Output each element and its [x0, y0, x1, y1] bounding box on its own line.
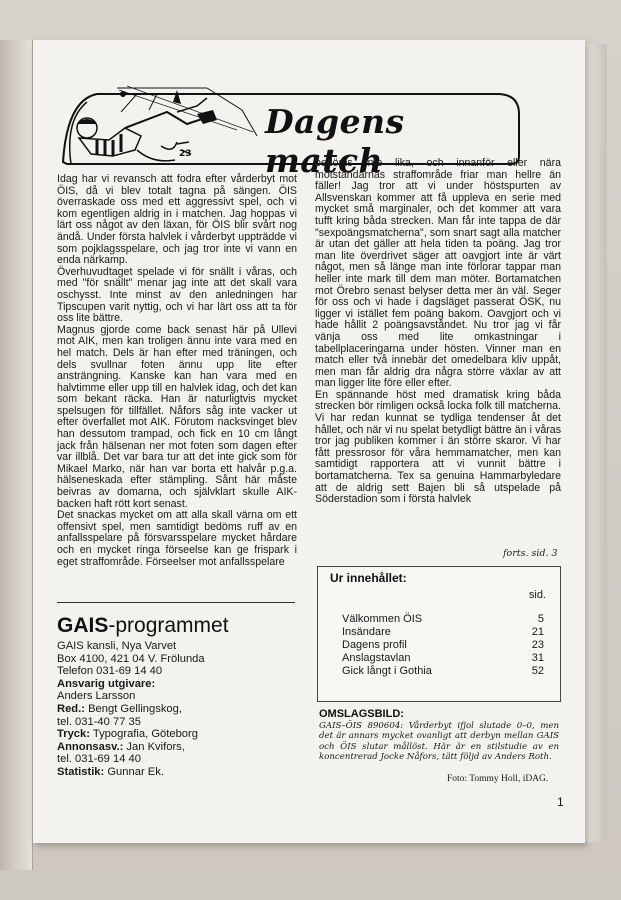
- article-paragraph: bedöms inte lika, och innanför eller nära motståndarnas straffområde friar man hellre än fäller! Jag tror att vi under höstspurten av Allsvenskan kommer att få uppleva en serie med mycket små marginaler, och det kommer att vara tufft kring båda strecken. Man får inte tappa de där "sexpoängsmatcherna", som snart sagt alla matcher är utan det gäller att hela tiden ta poäng. Jag tror man lite överdrivet säger att oavgjort inte är värt något, men så länge man inte förlorar tappar man heller inte mark till dem man möter. Bortamatchen mot Örebro senast belyser detta mer än väl. Seger för oss och vi hade i dagsläget passerat ÖSK, nu ligger vi istället fem poäng bakom. Oavgjort och vi hade hållit 2 poängsavståndet. Nu tror jag vi får vänja oss med lite omkastningar i tabellplaceringarna under hösten. Vinner man en match eller två innebär det omedelbara kliv uppåt, men man får aldrig dra några större växlar av att man ligger lite före eller efter.: [315, 157, 561, 390]
- page-stack-edge: [585, 44, 607, 842]
- info-line: Telefon 031-69 14 40: [57, 665, 163, 678]
- article-paragraph: En spännande höst med dramatisk kring båda strecken bör rimligen också locka folk till matcherna. Vi har redan kunnat se tydliga tendenser åt det hållet, och när vi nu spelat betydligt bättre än i våras tror jag publiken kommer i än större skaror. Vi har fått pressrosor för våra hemmamatcher, men kan samtidigt rapportera att vi vunnit bättre i bortamatcherna. Tex sa genuina Hammarbyledare att de aldrig sett Bajen bli så utspelade på Söderstadion som i första halvlek: [315, 388, 561, 506]
- info-line: tel. 031-69 14 40: [57, 753, 141, 766]
- article-column-right: [315, 158, 561, 546]
- info-line: Anders Larsson: [57, 690, 136, 703]
- opposite-page-edge: [0, 40, 33, 870]
- jersey-number: 23: [179, 149, 192, 159]
- photo-credit: Foto: Tommy Holl, iDAG.: [447, 774, 549, 784]
- info-line: Red.: Bengt Gellingskog,: [57, 702, 182, 715]
- page-number: 1: [557, 795, 564, 809]
- contents-item: Anslagstavlan 31: [342, 652, 544, 664]
- info-line: Tryck: Typografia, Göteborg: [57, 728, 198, 741]
- program-title: [57, 614, 229, 638]
- info-line: Statistik: Gunnar Ek.: [57, 765, 164, 778]
- info-line: Ansvarig utgivare:: [57, 677, 156, 690]
- info-line: Annonsasv.: Jan Kvifors,: [57, 740, 185, 753]
- article-paragraph: Magnus gjorde come back senast här på Ullevi mot AIK, men kan troligen ännu inte vara med en hel match. Dels är han efter med träningen, och dels svullnar foten ännu upp lite efter ansträngning. Kanske kan han vara med en halvtimme eller upp till en halvlek idag, och det kan som bekant räcka. Han är naturligtvis mycket spelsugen för tillfället. Nåfors såg inte vacker ut efter överfallet mot AIK. Förutom nacksvinget blev han dessutom trampad, och fick en 10 cm långt jack från hälsenan ner mot foten som dagen efter var illblå. Det var bara tur att det inte gick som för Mikael Marko, när han var borta ett halvår p.g.a. hälseneskada efter stämpling. Sånt här måste beivras av domarna, och självklart skulle AIK-backen haft rött kort senast.: [57, 323, 297, 510]
- info-line: GAIS kansli, Nya Varvet: [57, 640, 177, 652]
- page-title: Dagens match: [265, 102, 405, 180]
- contents-item: Insändare 21: [342, 626, 544, 638]
- program-title-rest: -programmet: [108, 614, 229, 637]
- program-title-bold: GAIS: [57, 614, 109, 637]
- contents-page-header: sid.: [528, 589, 546, 601]
- contents-item: Gick långt i Gothia 52: [342, 665, 544, 677]
- program-info: [57, 640, 297, 779]
- info-line: tel. 031-40 77 35: [57, 715, 141, 728]
- continued-note: forts. sid. 3: [503, 548, 558, 559]
- contents-list: [342, 613, 544, 678]
- article-column-left: [57, 174, 297, 616]
- cover-caption-text: GAIS–ÖIS 890604: Vårderbyt ifjol slutade 0–0, men det är annars mycket ovanligt att derbyn mellan GAIS och ÖIS slutar mållöst. Här är en stilstudie av en koncentrerad Jocke Nåfors, tätt följd av Anders Roth.: [319, 721, 559, 763]
- article-paragraph: Det snackas mycket om att alla skall värna om ett offensivt spel, men samtidigt bedöms ruff av en anfallsspelare på försvarsspelare mycket hårdare och en mycket ringa förseelse kan ge frispark i eget straffområde. Förseelser mot anfallsspelare: [57, 509, 297, 568]
- cover-caption-title: OMSLAGSBILD:: [319, 708, 404, 720]
- magazine-page: [33, 40, 585, 843]
- contents-title: Ur innehållet:: [330, 571, 407, 585]
- section-divider: [57, 602, 295, 603]
- info-line: Box 4100, 421 04 V. Frölunda: [57, 652, 205, 665]
- contents-item: Dagens profil 23: [342, 639, 544, 651]
- article-paragraph: Överhuvudtaget spelade vi för snällt i våras, och med "för snällt" menar jag inte att det skall vara oschysst. Inte minst av den anledningen har Tipscupen varit nyttig, och vi har lärt oss att ta för oss lite bättre.: [57, 265, 297, 325]
- contents-item: Välkommen ÖIS 5: [342, 613, 544, 625]
- header-banner: [57, 80, 525, 180]
- article-paragraph: Idag har vi revansch att fodra efter vårderbyt mot ÖIS, då vi blev totalt tagna på sängen. ÖIS överraskade oss med ett aggressivt spel, och vi kom egentligen aldrig in i matchen. Jag hoppas vi lärt oss något av den läxan, för ÖIS blir svårt nog ändå. Under första halvlek i vårderbyt uppträdde vi som pojklagsspelare, och jag tror inte vi vann en enda närkamp.: [57, 173, 297, 267]
- contents-box: [317, 566, 561, 702]
